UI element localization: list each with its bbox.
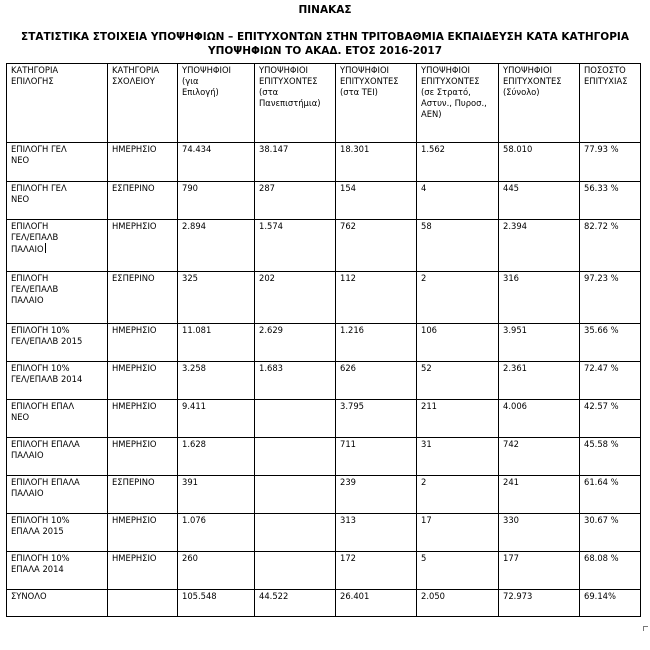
header-successful-universities: ΥΠΟΨΗΦΙΟΙ ΕΠΙΤΥΧΟΝΤΕΣ (στα Πανεπιστήμια) bbox=[255, 64, 336, 143]
category-cell: ΕΠΙΛΟΓΗ ΓΕΛ/ΕΠΑΛΒ ΠΑΛΑΙΟ bbox=[7, 220, 108, 272]
military-cell: 17 bbox=[417, 514, 499, 552]
candidates-cell: 325 bbox=[178, 272, 255, 324]
school-cell: ΕΣΠΕΡΙΝΟ bbox=[108, 182, 178, 220]
total-cell: 3.951 bbox=[499, 324, 580, 362]
tei-cell: 3.795 bbox=[336, 400, 417, 438]
school-cell: ΕΣΠΕΡΙΝΟ bbox=[108, 476, 178, 514]
school-cell: ΗΜΕΡΗΣΙΟ bbox=[108, 552, 178, 590]
page-corner-marker bbox=[643, 626, 648, 631]
document-subtitle bbox=[20, 30, 630, 58]
tei-cell: 313 bbox=[336, 514, 417, 552]
table-row bbox=[7, 514, 641, 552]
univ-cell: 1.574 bbox=[255, 220, 336, 272]
total-cell: 2.394 bbox=[499, 220, 580, 272]
category-cell: ΕΠΙΛΟΓΗ 10% ΓΕΛ/ΕΠΑΛΒ 2014 bbox=[7, 362, 108, 400]
text-cursor bbox=[45, 243, 46, 253]
table-row bbox=[7, 272, 641, 324]
candidates-cell: 105.548 bbox=[178, 590, 255, 617]
category-cell: ΕΠΙΛΟΓΗ ΓΕΛ ΝΕΟ bbox=[7, 182, 108, 220]
school-cell: ΕΣΠΕΡΙΝΟ bbox=[108, 272, 178, 324]
rate-cell: 61.64 % bbox=[580, 476, 641, 514]
statistics-table bbox=[6, 63, 641, 617]
tei-cell: 26.401 bbox=[336, 590, 417, 617]
military-cell: 58 bbox=[417, 220, 499, 272]
table-row bbox=[7, 182, 641, 220]
univ-cell: 38.147 bbox=[255, 143, 336, 182]
univ-cell bbox=[255, 514, 336, 552]
univ-cell: 1.683 bbox=[255, 362, 336, 400]
tei-cell: 626 bbox=[336, 362, 417, 400]
candidates-cell: 790 bbox=[178, 182, 255, 220]
candidates-cell: 260 bbox=[178, 552, 255, 590]
total-cell: 58.010 bbox=[499, 143, 580, 182]
military-cell: 1.562 bbox=[417, 143, 499, 182]
candidates-cell: 1.628 bbox=[178, 438, 255, 476]
category-cell: ΕΠΙΛΟΓΗ ΕΠΑΛΑ ΠΑΛΑΙΟ bbox=[7, 438, 108, 476]
total-cell: 2.361 bbox=[499, 362, 580, 400]
military-cell: 4 bbox=[417, 182, 499, 220]
rate-cell: 35.66 % bbox=[580, 324, 641, 362]
table-row bbox=[7, 476, 641, 514]
rate-cell: 97.23 % bbox=[580, 272, 641, 324]
header-category-selection: ΚΑΤΗΓΟΡΙΑ ΕΠΙΛΟΓΗΣ bbox=[7, 64, 108, 143]
tei-cell: 762 bbox=[336, 220, 417, 272]
header-successful-military: ΥΠΟΨΗΦΙΟΙ ΕΠΙΤΥΧΟΝΤΕΣ (σε Στρατό, Αστυν., Πυροσ., ΑΕΝ) bbox=[417, 64, 499, 143]
category-cell: ΕΠΙΛΟΓΗ 10% ΓΕΛ/ΕΠΑΛΒ 2015 bbox=[7, 324, 108, 362]
total-cell: 316 bbox=[499, 272, 580, 324]
military-cell: 52 bbox=[417, 362, 499, 400]
candidates-cell: 3.258 bbox=[178, 362, 255, 400]
tei-cell: 1.216 bbox=[336, 324, 417, 362]
military-cell: 5 bbox=[417, 552, 499, 590]
rate-cell: 72.47 % bbox=[580, 362, 641, 400]
rate-cell: 45.58 % bbox=[580, 438, 641, 476]
military-cell: 2.050 bbox=[417, 590, 499, 617]
header-candidates: ΥΠΟΨΗΦΙΟΙ (για Επιλογή) bbox=[178, 64, 255, 143]
rate-cell: 56.33 % bbox=[580, 182, 641, 220]
total-label-cell: ΣΥΝΟΛΟ bbox=[7, 590, 108, 617]
military-cell: 2 bbox=[417, 272, 499, 324]
univ-cell bbox=[255, 552, 336, 590]
school-cell: ΗΜΕΡΗΣΙΟ bbox=[108, 400, 178, 438]
tei-cell: 154 bbox=[336, 182, 417, 220]
table-row bbox=[7, 552, 641, 590]
total-cell: 72.973 bbox=[499, 590, 580, 617]
table-row bbox=[7, 324, 641, 362]
total-cell: 241 bbox=[499, 476, 580, 514]
table-header-row bbox=[7, 64, 641, 143]
table-row bbox=[7, 220, 641, 272]
table-row bbox=[7, 400, 641, 438]
category-cell: ΕΠΙΛΟΓΗ ΕΠΑΛ ΝΕΟ bbox=[7, 400, 108, 438]
tei-cell: 239 bbox=[336, 476, 417, 514]
univ-cell: 287 bbox=[255, 182, 336, 220]
school-cell bbox=[108, 590, 178, 617]
total-cell: 742 bbox=[499, 438, 580, 476]
rate-cell: 82.72 % bbox=[580, 220, 641, 272]
category-cell: ΕΠΙΛΟΓΗ ΕΠΑΛΑ ΠΑΛΑΙΟ bbox=[7, 476, 108, 514]
school-cell: ΗΜΕΡΗΣΙΟ bbox=[108, 362, 178, 400]
military-cell: 2 bbox=[417, 476, 499, 514]
table-row bbox=[7, 143, 641, 182]
school-cell: ΗΜΕΡΗΣΙΟ bbox=[108, 438, 178, 476]
total-cell: 445 bbox=[499, 182, 580, 220]
total-cell: 4.006 bbox=[499, 400, 580, 438]
header-school-category: ΚΑΤΗΓΟΡΙΑ ΣΧΟΛΕΙΟΥ bbox=[108, 64, 178, 143]
total-row bbox=[7, 590, 641, 617]
rate-cell: 42.57 % bbox=[580, 400, 641, 438]
candidates-cell: 391 bbox=[178, 476, 255, 514]
rate-cell: 30.67 % bbox=[580, 514, 641, 552]
school-cell: ΗΜΕΡΗΣΙΟ bbox=[108, 143, 178, 182]
rate-cell: 69.14% bbox=[580, 590, 641, 617]
candidates-cell: 9.411 bbox=[178, 400, 255, 438]
header-successful-total: ΥΠΟΨΗΦΙΟΙ ΕΠΙΤΥΧΟΝΤΕΣ (Σύνολο) bbox=[499, 64, 580, 143]
total-cell: 177 bbox=[499, 552, 580, 590]
category-cell: ΕΠΙΛΟΓΗ ΓΕΛ ΝΕΟ bbox=[7, 143, 108, 182]
univ-cell bbox=[255, 476, 336, 514]
school-cell: ΗΜΕΡΗΣΙΟ bbox=[108, 324, 178, 362]
military-cell: 106 bbox=[417, 324, 499, 362]
subtitle-line-1: ΣΤΑΤΙΣΤΙΚΑ ΣΤΟΙΧΕΙΑ ΥΠΟΨΗΦΙΩΝ – ΕΠΙΤΥΧΟΝΤΩΝ ΣΤΗΝ ΤΡΙΤΟΒΑΘΜΙΑ ΕΚΠΑΙΔΕΥΣΗ ΚΑΤΑ ΚΑΤΗΓΟΡΙΑ bbox=[21, 31, 629, 43]
military-cell: 211 bbox=[417, 400, 499, 438]
univ-cell bbox=[255, 400, 336, 438]
candidates-cell: 74.434 bbox=[178, 143, 255, 182]
candidates-cell: 11.081 bbox=[178, 324, 255, 362]
tei-cell: 18.301 bbox=[336, 143, 417, 182]
military-cell: 31 bbox=[417, 438, 499, 476]
table-row bbox=[7, 362, 641, 400]
total-cell: 330 bbox=[499, 514, 580, 552]
school-cell: ΗΜΕΡΗΣΙΟ bbox=[108, 514, 178, 552]
candidates-cell: 2.894 bbox=[178, 220, 255, 272]
univ-cell: 2.629 bbox=[255, 324, 336, 362]
tei-cell: 112 bbox=[336, 272, 417, 324]
header-success-rate: ΠΟΣΟΣΤΟ ΕΠΙΤΥΧΙΑΣ bbox=[580, 64, 641, 143]
category-cell: ΕΠΙΛΟΓΗ 10% ΕΠΑΛΑ 2014 bbox=[7, 552, 108, 590]
candidates-cell: 1.076 bbox=[178, 514, 255, 552]
tei-cell: 172 bbox=[336, 552, 417, 590]
univ-cell: 44.522 bbox=[255, 590, 336, 617]
rate-cell: 77.93 % bbox=[580, 143, 641, 182]
header-successful-tei: ΥΠΟΨΗΦΙΟΙ ΕΠΙΤΥΧΟΝΤΕΣ (στα ΤΕΙ) bbox=[336, 64, 417, 143]
univ-cell: 202 bbox=[255, 272, 336, 324]
tei-cell: 711 bbox=[336, 438, 417, 476]
school-cell: ΗΜΕΡΗΣΙΟ bbox=[108, 220, 178, 272]
rate-cell: 68.08 % bbox=[580, 552, 641, 590]
univ-cell bbox=[255, 438, 336, 476]
category-cell: ΕΠΙΛΟΓΗ ΓΕΛ/ΕΠΑΛΒ ΠΑΛΑΙΟ bbox=[7, 272, 108, 324]
page-title: ΠΙΝΑΚΑΣ bbox=[298, 4, 352, 16]
subtitle-line-2: ΥΠΟΨΗΦΙΩΝ ΤΟ ΑΚΑΔ. ΕΤΟΣ 2016-2017 bbox=[207, 45, 443, 57]
table-row bbox=[7, 438, 641, 476]
category-cell: ΕΠΙΛΟΓΗ 10% ΕΠΑΛΑ 2015 bbox=[7, 514, 108, 552]
